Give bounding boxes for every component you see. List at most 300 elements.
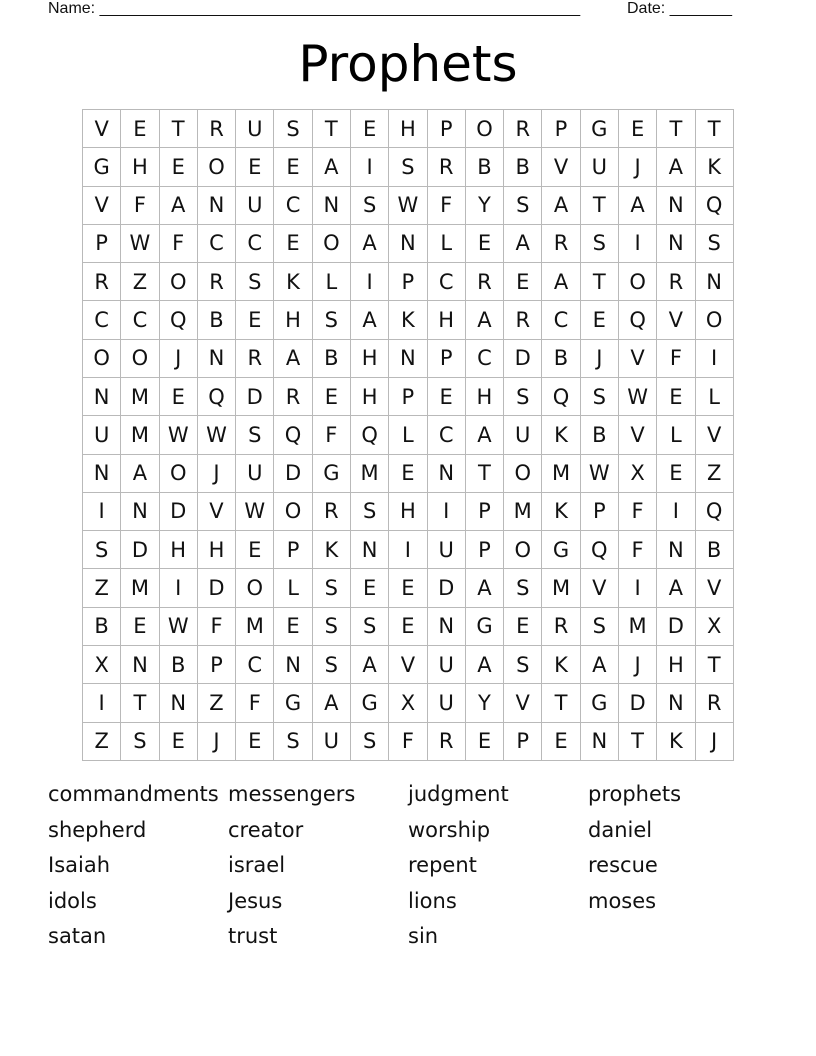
grid-cell: V xyxy=(581,569,619,607)
grid-cell: K xyxy=(313,531,351,569)
grid-cell: N xyxy=(121,493,159,531)
grid-cell: W xyxy=(236,493,274,531)
grid-cell: J xyxy=(198,455,236,493)
grid-cell: S xyxy=(121,723,159,761)
grid-cell: P xyxy=(428,110,466,148)
grid-cell: Y xyxy=(466,187,504,225)
grid-cell: L xyxy=(696,378,734,416)
grid-cell: A xyxy=(274,340,312,378)
grid-cell: B xyxy=(313,340,351,378)
grid-cell: W xyxy=(160,416,198,454)
grid-cell: D xyxy=(657,608,695,646)
grid-cell: R xyxy=(274,378,312,416)
grid-cell: T xyxy=(313,110,351,148)
grid-cell: I xyxy=(696,340,734,378)
grid-cell: R xyxy=(198,263,236,301)
grid-cell: S xyxy=(274,723,312,761)
grid-cell: P xyxy=(389,263,427,301)
grid-cell: B xyxy=(542,340,580,378)
word-list xyxy=(48,777,768,955)
grid-cell: T xyxy=(581,187,619,225)
grid-cell: G xyxy=(83,148,121,186)
word-list-item: prophets xyxy=(588,782,682,806)
grid-cell: N xyxy=(657,531,695,569)
grid-cell: V xyxy=(389,646,427,684)
word-list-item: daniel xyxy=(588,817,653,842)
grid-cell: N xyxy=(351,531,389,569)
grid-cell: R xyxy=(428,723,466,761)
grid-cell: L xyxy=(428,225,466,263)
grid-cell: J xyxy=(696,723,734,761)
grid-cell: M xyxy=(542,569,580,607)
grid-cell: M xyxy=(236,608,274,646)
grid-cell: O xyxy=(83,340,121,378)
grid-cell: V xyxy=(83,110,121,148)
grid-cell: E xyxy=(428,378,466,416)
grid-cell: I xyxy=(83,684,121,722)
grid-cell: Z xyxy=(198,684,236,722)
grid-cell: K xyxy=(274,263,312,301)
grid-cell: N xyxy=(389,225,427,263)
grid-cell: L xyxy=(389,416,427,454)
word-list-item: judgment xyxy=(408,782,509,806)
grid-cell: A xyxy=(313,684,351,722)
grid-cell: O xyxy=(198,148,236,186)
grid-cell: P xyxy=(581,493,619,531)
grid-cell: K xyxy=(657,723,695,761)
grid-cell: E xyxy=(657,455,695,493)
grid-cell: T xyxy=(542,684,580,722)
grid-cell: H xyxy=(160,531,198,569)
grid-cell: W xyxy=(121,225,159,263)
grid-cell: S xyxy=(389,148,427,186)
grid-cell: R xyxy=(83,263,121,301)
grid-cell: H xyxy=(121,148,159,186)
grid-cell: N xyxy=(198,340,236,378)
grid-cell: N xyxy=(83,378,121,416)
grid-cell: S xyxy=(351,723,389,761)
grid-cell: F xyxy=(121,187,159,225)
grid-cell: C xyxy=(428,263,466,301)
word-list-item: rescue xyxy=(588,853,658,878)
grid-cell: P xyxy=(466,531,504,569)
grid-cell: A xyxy=(351,301,389,339)
word-list-item: lions xyxy=(408,888,457,913)
grid-cell: F xyxy=(236,684,274,722)
grid-cell: Q xyxy=(619,301,657,339)
word-list-item: sin xyxy=(408,924,439,949)
grid-cell: K xyxy=(542,493,580,531)
grid-cell: C xyxy=(236,225,274,263)
grid-cell: W xyxy=(581,455,619,493)
grid-cell: W xyxy=(198,416,236,454)
grid-cell: V xyxy=(198,493,236,531)
word-list-item: israel xyxy=(228,853,286,878)
word-list-item: repent xyxy=(408,853,477,878)
grid-cell: E xyxy=(160,378,198,416)
grid-cell: U xyxy=(236,110,274,148)
grid-cell: D xyxy=(160,493,198,531)
grid-cell: S xyxy=(313,646,351,684)
grid-cell: J xyxy=(619,646,657,684)
grid-cell: H xyxy=(657,646,695,684)
grid-cell: A xyxy=(581,646,619,684)
grid-cell: T xyxy=(160,110,198,148)
grid-cell: H xyxy=(428,301,466,339)
grid-cell: S xyxy=(351,608,389,646)
grid-cell: V xyxy=(83,187,121,225)
grid-cell: F xyxy=(619,531,657,569)
grid-cell: C xyxy=(198,225,236,263)
grid-cell: P xyxy=(389,378,427,416)
grid-cell: O xyxy=(121,340,159,378)
grid-cell: R xyxy=(504,301,542,339)
grid-cell: C xyxy=(274,187,312,225)
grid-cell: V xyxy=(696,416,734,454)
grid-cell: E xyxy=(389,608,427,646)
grid-cell: S xyxy=(274,110,312,148)
grid-cell: N xyxy=(696,263,734,301)
date-field-line: Date: _______ xyxy=(627,0,732,17)
grid-cell: F xyxy=(389,723,427,761)
grid-cell: V xyxy=(542,148,580,186)
grid-cell: A xyxy=(351,646,389,684)
grid-cell: B xyxy=(160,646,198,684)
grid-cell: U xyxy=(83,416,121,454)
grid-cell: E xyxy=(466,225,504,263)
grid-cell: H xyxy=(274,301,312,339)
grid-cell: T xyxy=(657,110,695,148)
grid-cell: N xyxy=(657,187,695,225)
grid-cell: E xyxy=(121,608,159,646)
grid-cell: S xyxy=(504,646,542,684)
grid-cell: P xyxy=(466,493,504,531)
puzzle-title: Prophets xyxy=(298,35,518,93)
grid-cell: X xyxy=(696,608,734,646)
grid-cell: E xyxy=(313,378,351,416)
grid-cell: S xyxy=(236,416,274,454)
grid-cell: M xyxy=(542,455,580,493)
grid-cell: N xyxy=(389,340,427,378)
grid-cell: I xyxy=(657,493,695,531)
word-list-item: moses xyxy=(588,888,657,913)
grid-cell: U xyxy=(236,187,274,225)
grid-cell: N xyxy=(121,646,159,684)
word-list-item: idols xyxy=(48,888,97,913)
grid-cell: O xyxy=(236,569,274,607)
grid-cell: G xyxy=(581,684,619,722)
grid-cell: A xyxy=(657,148,695,186)
grid-cell: I xyxy=(351,148,389,186)
grid-cell: R xyxy=(198,110,236,148)
grid-cell: A xyxy=(313,148,351,186)
grid-cell: N xyxy=(313,187,351,225)
grid-cell: E xyxy=(542,723,580,761)
grid-cell: N xyxy=(274,646,312,684)
grid-cell: E xyxy=(619,110,657,148)
word-list-item: messengers xyxy=(228,782,356,806)
grid-cell: R xyxy=(236,340,274,378)
grid-cell: R xyxy=(466,263,504,301)
grid-cell: A xyxy=(466,301,504,339)
grid-cell: M xyxy=(121,416,159,454)
grid-cell: S xyxy=(313,569,351,607)
grid-cell: A xyxy=(657,569,695,607)
grid-cell: A xyxy=(542,187,580,225)
grid-cell: I xyxy=(619,569,657,607)
grid-cell: M xyxy=(121,569,159,607)
grid-cell: U xyxy=(428,646,466,684)
grid-cell: E xyxy=(236,531,274,569)
grid-cell: Q xyxy=(351,416,389,454)
grid-cell: D xyxy=(274,455,312,493)
grid-cell: E xyxy=(657,378,695,416)
grid-cell: J xyxy=(160,340,198,378)
grid-cell: F xyxy=(313,416,351,454)
grid-cell: V xyxy=(696,569,734,607)
grid-cell: W xyxy=(160,608,198,646)
grid-cell: O xyxy=(160,263,198,301)
grid-cell: F xyxy=(160,225,198,263)
grid-cell: B xyxy=(83,608,121,646)
grid-cell: E xyxy=(236,723,274,761)
grid-cell: I xyxy=(619,225,657,263)
grid-cell: F xyxy=(198,608,236,646)
grid-cell: Q xyxy=(542,378,580,416)
grid-cell: S xyxy=(696,225,734,263)
grid-cell: O xyxy=(274,493,312,531)
grid-cell: B xyxy=(466,148,504,186)
grid-cell: Q xyxy=(160,301,198,339)
grid-cell: M xyxy=(619,608,657,646)
grid-cell: E xyxy=(351,569,389,607)
grid-cell: A xyxy=(351,225,389,263)
grid-cell: Z xyxy=(83,569,121,607)
grid-cell: G xyxy=(274,684,312,722)
grid-cell: Z xyxy=(83,723,121,761)
grid-cell: Q xyxy=(274,416,312,454)
grid-cell: P xyxy=(198,646,236,684)
grid-cell: L xyxy=(313,263,351,301)
grid-cell: Q xyxy=(198,378,236,416)
grid-cell: A xyxy=(466,416,504,454)
grid-cell: G xyxy=(581,110,619,148)
grid-cell: O xyxy=(313,225,351,263)
grid-cell: H xyxy=(198,531,236,569)
grid-cell: E xyxy=(121,110,159,148)
grid-cell: X xyxy=(619,455,657,493)
grid-cell: S xyxy=(313,301,351,339)
grid-cell: D xyxy=(236,378,274,416)
grid-cell: V xyxy=(619,340,657,378)
grid-cell: M xyxy=(504,493,542,531)
grid-cell: H xyxy=(351,378,389,416)
grid-cell: U xyxy=(504,416,542,454)
grid-cell: M xyxy=(121,378,159,416)
grid-cell: S xyxy=(351,187,389,225)
grid-cell: B xyxy=(198,301,236,339)
name-field-line: Name: ______________________________________________________ xyxy=(48,0,581,17)
grid-cell: X xyxy=(83,646,121,684)
grid-cell: U xyxy=(313,723,351,761)
grid-cell: I xyxy=(389,531,427,569)
grid-cell: N xyxy=(428,608,466,646)
grid-cell: E xyxy=(274,148,312,186)
grid-cell: F xyxy=(619,493,657,531)
grid-cell: A xyxy=(121,455,159,493)
grid-cell: T xyxy=(619,723,657,761)
grid-cell: T xyxy=(696,110,734,148)
grid-cell: D xyxy=(198,569,236,607)
grid-cell: N xyxy=(657,225,695,263)
grid-cell: R xyxy=(696,684,734,722)
grid-cell: Z xyxy=(121,263,159,301)
grid-cell: E xyxy=(466,723,504,761)
letter-grid xyxy=(82,109,734,761)
grid-cell: R xyxy=(542,225,580,263)
grid-cell: S xyxy=(83,531,121,569)
grid-cell: S xyxy=(504,378,542,416)
grid-cell: I xyxy=(160,569,198,607)
grid-cell: E xyxy=(160,723,198,761)
grid-cell: C xyxy=(428,416,466,454)
grid-cell: R xyxy=(428,148,466,186)
word-list-item: worship xyxy=(408,817,491,842)
grid-cell: B xyxy=(696,531,734,569)
grid-cell: T xyxy=(121,684,159,722)
grid-cell: A xyxy=(466,569,504,607)
grid-cell: A xyxy=(160,187,198,225)
grid-cell: P xyxy=(274,531,312,569)
grid-cell: E xyxy=(389,455,427,493)
grid-cell: D xyxy=(619,684,657,722)
grid-cell: P xyxy=(83,225,121,263)
grid-cell: U xyxy=(236,455,274,493)
grid-cell: U xyxy=(428,684,466,722)
grid-cell: N xyxy=(581,723,619,761)
grid-cell: P xyxy=(504,723,542,761)
grid-cell: D xyxy=(428,569,466,607)
grid-cell: T xyxy=(466,455,504,493)
grid-cell: A xyxy=(542,263,580,301)
grid-cell: O xyxy=(504,531,542,569)
grid-cell: D xyxy=(121,531,159,569)
grid-cell: J xyxy=(619,148,657,186)
grid-cell: O xyxy=(160,455,198,493)
grid-cell: U xyxy=(428,531,466,569)
grid-cell: E xyxy=(274,225,312,263)
grid-cell: C xyxy=(121,301,159,339)
grid-cell: U xyxy=(581,148,619,186)
grid-cell: R xyxy=(542,608,580,646)
grid-cell: A xyxy=(466,646,504,684)
grid-cell: T xyxy=(696,646,734,684)
grid-cell: I xyxy=(351,263,389,301)
grid-cell: Q xyxy=(581,531,619,569)
grid-cell: E xyxy=(389,569,427,607)
grid-cell: R xyxy=(313,493,351,531)
grid-cell: E xyxy=(274,608,312,646)
grid-cell: C xyxy=(83,301,121,339)
grid-cell: S xyxy=(313,608,351,646)
word-list-item: creator xyxy=(228,817,304,842)
grid-cell: F xyxy=(428,187,466,225)
grid-cell: S xyxy=(581,225,619,263)
grid-cell: I xyxy=(83,493,121,531)
grid-cell: Q xyxy=(696,187,734,225)
grid-cell: E xyxy=(236,148,274,186)
grid-cell: B xyxy=(504,148,542,186)
grid-cell: C xyxy=(236,646,274,684)
grid-cell: T xyxy=(581,263,619,301)
grid-cell: G xyxy=(542,531,580,569)
grid-cell: G xyxy=(313,455,351,493)
grid-cell: B xyxy=(581,416,619,454)
word-list-item: commandments xyxy=(48,782,219,806)
grid-cell: K xyxy=(542,646,580,684)
grid-cell: R xyxy=(504,110,542,148)
grid-cell: R xyxy=(657,263,695,301)
grid-cell: S xyxy=(504,187,542,225)
grid-cell: H xyxy=(466,378,504,416)
word-list-item: Isaiah xyxy=(48,853,111,878)
grid-cell: P xyxy=(428,340,466,378)
grid-cell: N xyxy=(198,187,236,225)
grid-cell: W xyxy=(389,187,427,225)
grid-cell: S xyxy=(351,493,389,531)
grid-cell: S xyxy=(504,569,542,607)
grid-cell: H xyxy=(389,493,427,531)
word-list-item: shepherd xyxy=(48,817,147,842)
grid-cell: N xyxy=(657,684,695,722)
grid-cell: J xyxy=(198,723,236,761)
grid-cell: K xyxy=(389,301,427,339)
grid-cell: O xyxy=(696,301,734,339)
grid-cell: Z xyxy=(696,455,734,493)
grid-cell: N xyxy=(83,455,121,493)
grid-cell: C xyxy=(466,340,504,378)
grid-cell: W xyxy=(619,378,657,416)
grid-cell: D xyxy=(504,340,542,378)
grid-cell: I xyxy=(428,493,466,531)
grid-cell: L xyxy=(274,569,312,607)
grid-cell: E xyxy=(504,263,542,301)
grid-cell: H xyxy=(389,110,427,148)
grid-cell: K xyxy=(542,416,580,454)
grid-cell: X xyxy=(389,684,427,722)
grid-cell: C xyxy=(542,301,580,339)
grid-cell: S xyxy=(581,378,619,416)
grid-cell: F xyxy=(657,340,695,378)
grid-cell: E xyxy=(236,301,274,339)
grid-cell: O xyxy=(504,455,542,493)
grid-cell: O xyxy=(466,110,504,148)
grid-cell: M xyxy=(351,455,389,493)
grid-cell: N xyxy=(160,684,198,722)
grid-cell: A xyxy=(619,187,657,225)
grid-cell: L xyxy=(657,416,695,454)
grid-cell: E xyxy=(160,148,198,186)
grid-cell: E xyxy=(581,301,619,339)
grid-cell: V xyxy=(657,301,695,339)
grid-cell: Y xyxy=(466,684,504,722)
word-list-item: trust xyxy=(228,924,278,949)
grid-cell: G xyxy=(466,608,504,646)
grid-cell: S xyxy=(581,608,619,646)
grid-cell: A xyxy=(504,225,542,263)
word-list-item: Jesus xyxy=(228,888,283,913)
word-list-item: satan xyxy=(48,924,107,949)
